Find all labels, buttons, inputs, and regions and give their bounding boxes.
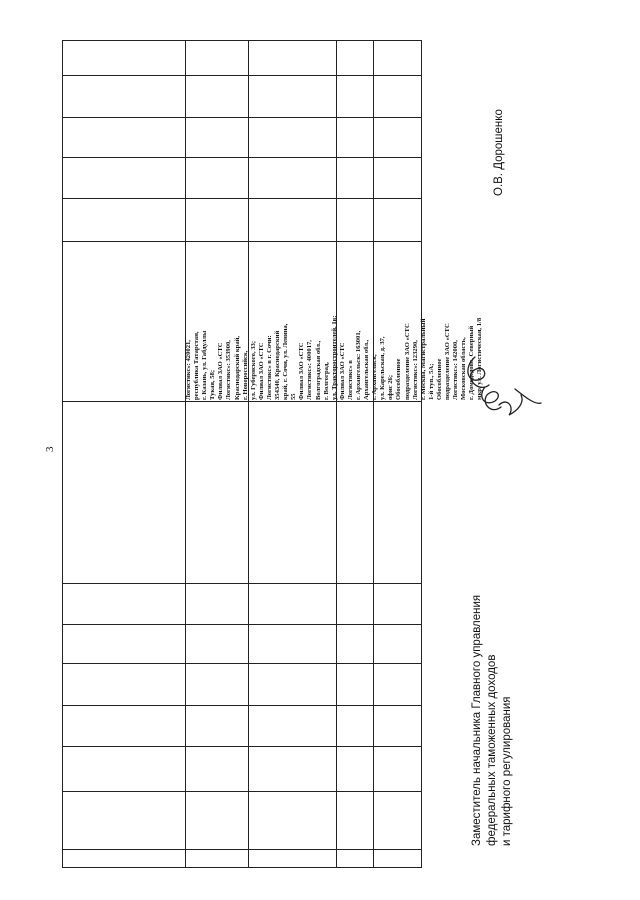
handwritten-signature	[455, 345, 545, 435]
signatory-name: О.В. Дорошенко	[493, 109, 505, 196]
address-cell-line: мкр, ул. Логистическая, 1/8	[476, 317, 484, 400]
address-cell-line: Обособленное	[395, 358, 403, 400]
table-column-divider	[373, 41, 374, 867]
table-row-divider	[63, 401, 421, 402]
table-row-divider	[63, 791, 421, 792]
address-cell-line: г. Новороссийск,	[241, 350, 249, 400]
table-row-divider	[63, 746, 421, 747]
address-cell-line: ул. Тракторостроителей, 1в;	[330, 315, 338, 400]
table-row-divider	[63, 705, 421, 706]
address-cell-line: Обособленное	[435, 358, 443, 400]
address-cell-line: ул. Карельская, д. 37,	[379, 336, 387, 400]
address-cell-line: г. Домодедово, Северный	[468, 325, 476, 400]
address-cell-line: г. Казань, ул. Габдуллы	[201, 330, 209, 400]
table-column-divider	[248, 41, 249, 867]
address-cell-line: Филиал ЗАО «СТС	[338, 342, 346, 400]
document-table	[62, 40, 422, 868]
address-cell-line: Тукая, 58;	[209, 369, 217, 400]
address-cell-line: г. Волгоград,	[322, 362, 330, 400]
table-row-divider	[63, 663, 421, 664]
address-cell-line: Логистикс» в	[346, 360, 354, 400]
address-cell-line: 1-й туп., 5А;	[427, 363, 435, 400]
signatory-title-line: и тарифного регулирования	[501, 696, 513, 846]
address-cell-line: Московская область,	[460, 337, 468, 400]
address-cell-text	[185, 240, 484, 400]
table-row-divider	[63, 624, 421, 625]
signatory-title-line: федеральных таможенных доходов	[486, 654, 498, 846]
page-number: 3	[44, 446, 56, 452]
address-cell-line: Архангельская обл.,	[363, 339, 371, 400]
address-cell-line: Филиал ЗАО «СТС	[257, 342, 265, 400]
address-cell-line: Филиал ЗАО «СТС	[217, 342, 225, 400]
address-cell	[185, 240, 484, 400]
signatory-title-line: Заместитель начальника Главного управления	[471, 594, 483, 846]
address-cell-line: Логистикс» в г. Сочи:	[265, 335, 273, 400]
table-row-divider	[63, 117, 421, 118]
address-cell-line: Краснодарский край,	[233, 335, 241, 400]
address-cell-line: Логистикс»: 142000,	[452, 340, 460, 400]
address-cell-line: Логистикс»: 353900,	[225, 340, 233, 400]
address-cell-line: офис 26;	[387, 374, 395, 400]
signatory-title	[470, 526, 515, 846]
address-cell-line: республика Татарстан,	[193, 331, 201, 400]
address-cell-line: подразделение ЗАО «СТС	[444, 323, 451, 400]
address-cell-line: Логистикс»: 420021,	[185, 340, 192, 400]
address-cell-line: Волгоградская обл.,	[314, 340, 322, 400]
address-cell-line: 55	[290, 393, 298, 400]
table-row-divider	[63, 157, 421, 158]
address-cell-line: 354340, Краснодарский	[274, 330, 282, 400]
address-cell-line: подразделение ЗАО «СТС	[403, 323, 411, 400]
table-row-divider	[63, 849, 421, 850]
address-cell-line: край, г. Сочи, ул. Ленина,	[282, 323, 290, 400]
address-cell-line: г. Архангельск,	[371, 354, 379, 400]
address-cell-line: Логистикс»: 400017,	[306, 340, 314, 400]
address-cell-line: Филиал ЗАО «СТС	[298, 342, 306, 400]
table-column-divider	[336, 41, 337, 867]
address-cell-line: г. Москва, Магистральный	[419, 318, 427, 400]
table-column-divider	[185, 41, 186, 867]
table-row-divider	[63, 583, 421, 584]
address-cell-line: г. Архангельск: 163001,	[354, 330, 362, 400]
table-row-divider	[63, 198, 421, 199]
address-cell-line: Логистикс»: 123290,	[411, 340, 419, 400]
table-row-divider	[63, 75, 421, 76]
address-cell-line: ул. Губернского, 33;	[249, 340, 257, 400]
